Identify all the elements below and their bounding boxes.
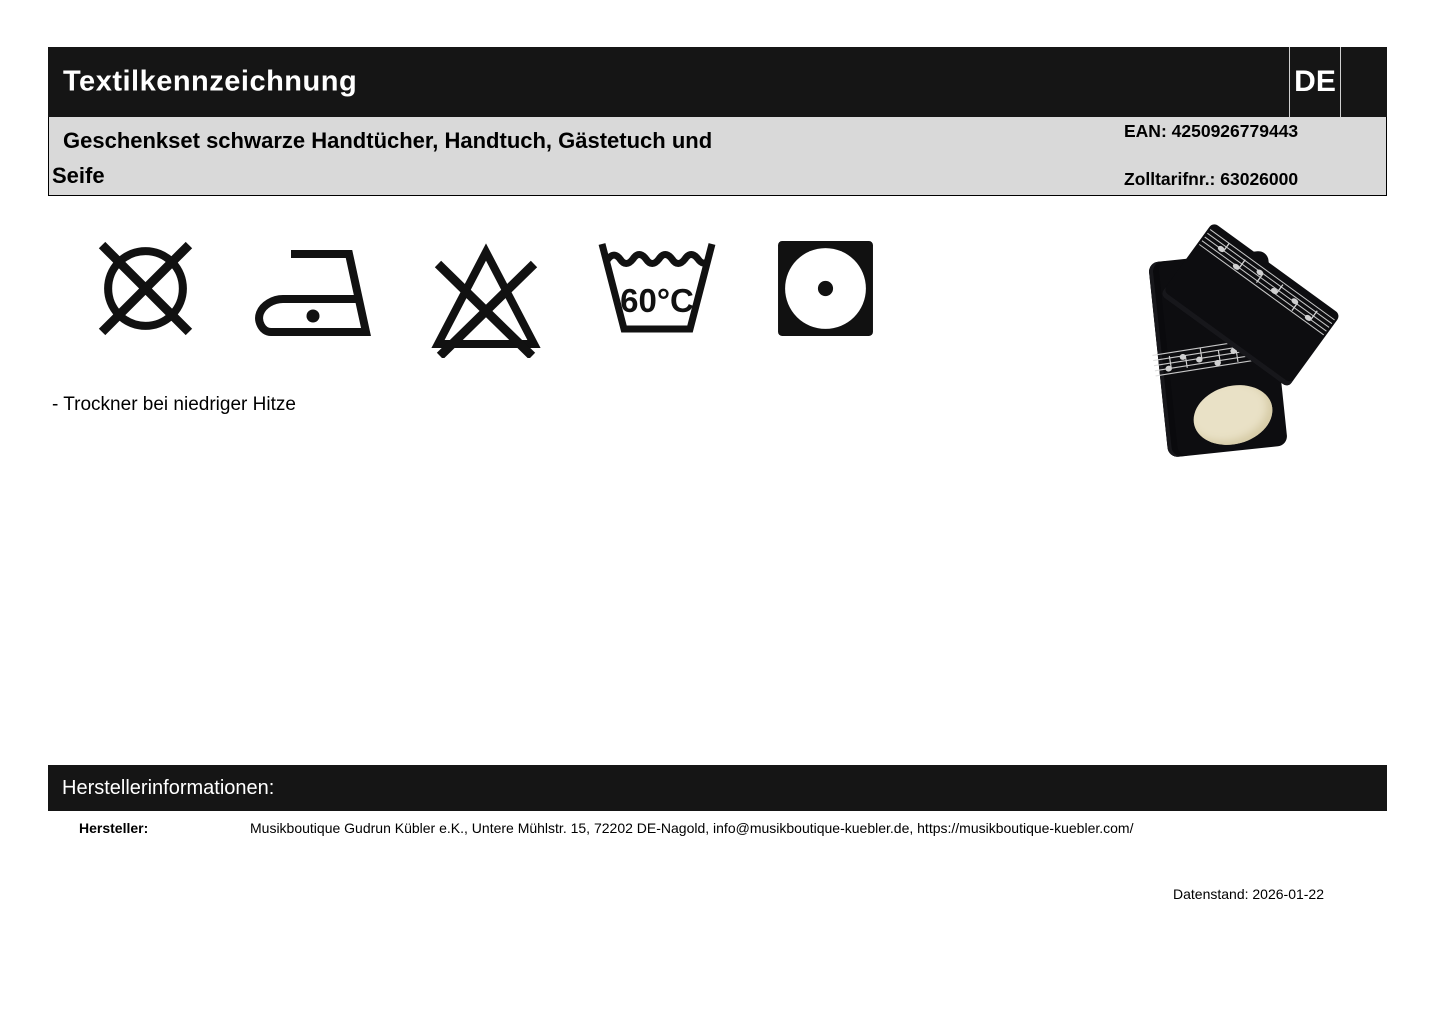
wash-60c-icon bbox=[593, 238, 721, 336]
tumble-dry-low-heat-icon bbox=[775, 238, 876, 339]
document-header bbox=[48, 47, 1387, 117]
data-status: Datenstand: 2026-01-22 bbox=[1173, 886, 1324, 902]
product-photo bbox=[1155, 220, 1337, 458]
manufacturer-section-title: Herstellerinformationen: bbox=[62, 776, 275, 799]
manufacturer-section-header bbox=[48, 765, 1387, 811]
music-staff-decoration bbox=[1198, 227, 1337, 337]
care-note: - Trockner bei niedriger Hitze bbox=[52, 394, 296, 415]
product-title bbox=[52, 123, 712, 193]
product-title-line2: Seife bbox=[52, 163, 105, 188]
wash-temperature-label: 60°C bbox=[620, 282, 694, 319]
customs-tariff-number: Zolltarifnr.: 63026000 bbox=[1124, 169, 1299, 189]
do-not-bleach-icon bbox=[428, 242, 544, 358]
manufacturer-value: Musikboutique Gudrun Kübler e.K., Untere Mühlstr. 15, 72202 DE-Nagold, info@musikboutique-kuebler.de, https://musikboutique-kuebler.com/ bbox=[250, 820, 1134, 836]
ean-number: EAN: 4250926779443 bbox=[1124, 121, 1299, 141]
product-title-line1: Geschenkset schwarze Handtücher, Handtuch, Gästetuch und bbox=[63, 128, 713, 153]
product-info-band bbox=[48, 117, 1387, 196]
iron-low-heat-icon bbox=[255, 246, 373, 340]
do-not-dry-clean-icon bbox=[95, 238, 196, 339]
page-title: Textilkennzeichnung bbox=[63, 65, 358, 98]
manufacturer-label: Hersteller: bbox=[79, 820, 149, 836]
language-badge: DE bbox=[1289, 47, 1341, 117]
